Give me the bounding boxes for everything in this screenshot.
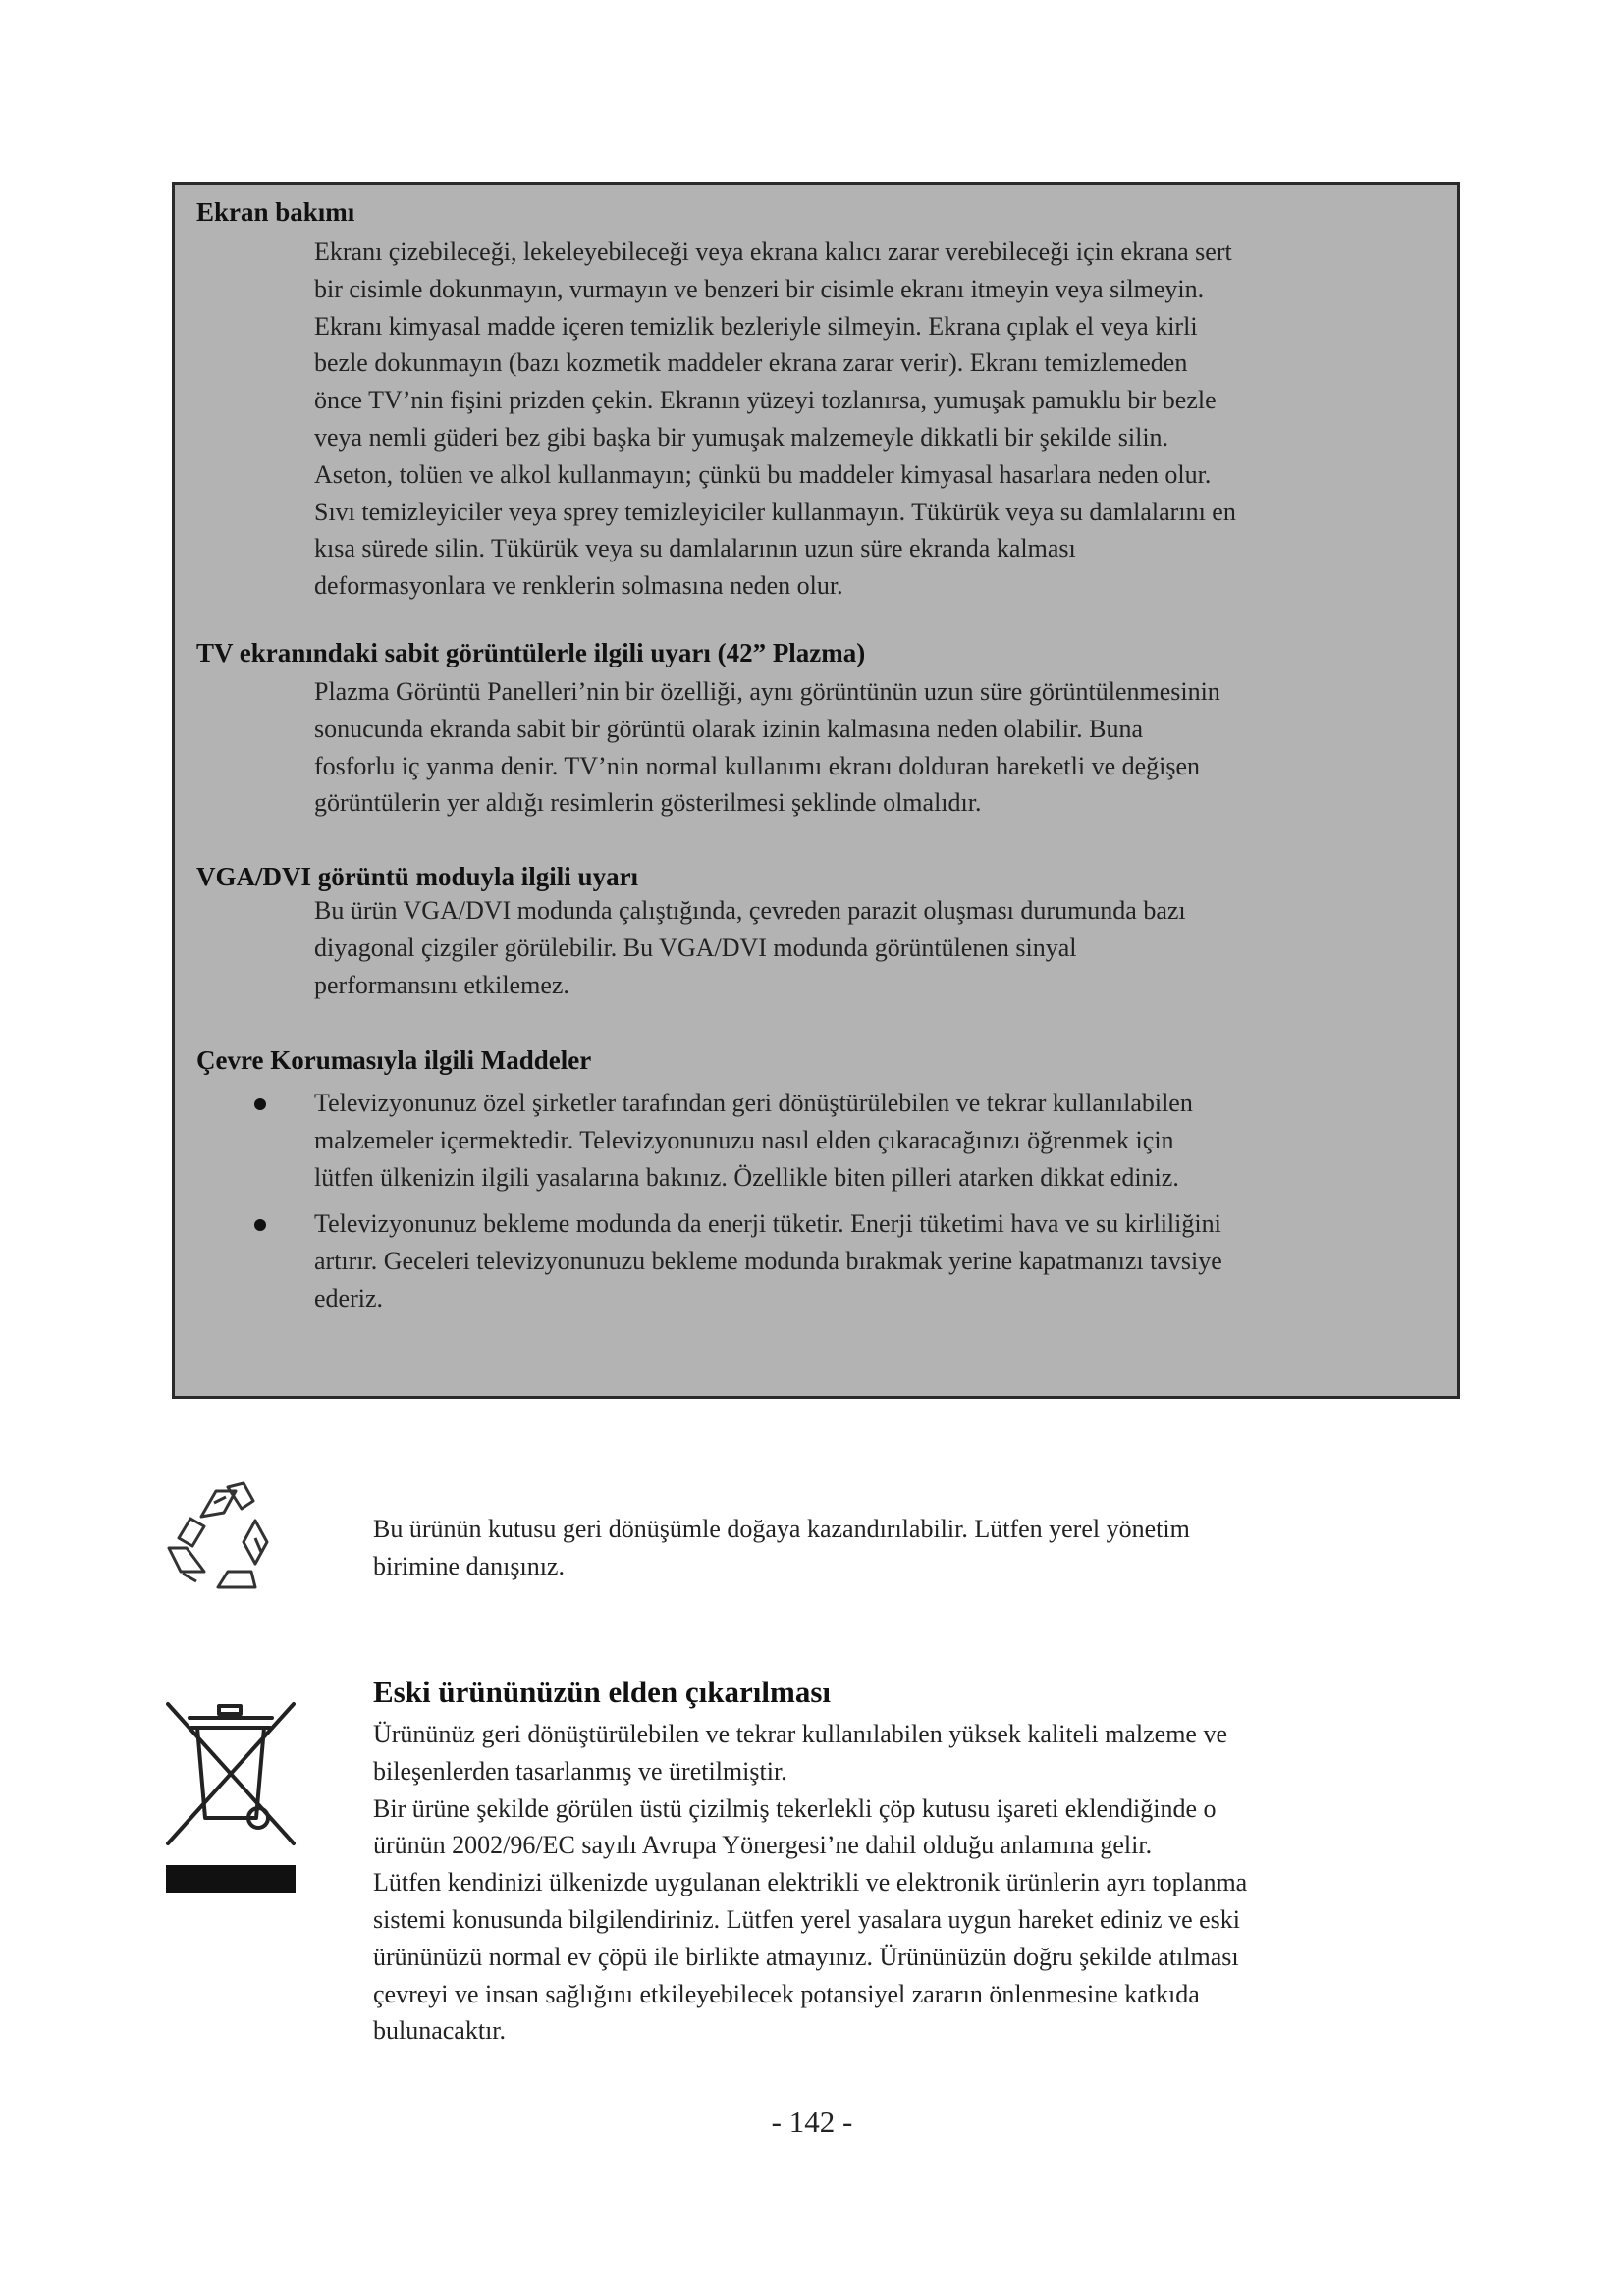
text-line: malzemeler içermektedir. Televizyonunuzu nasıl elden çıkaracağınızı öğrenmek için xyxy=(314,1125,1174,1154)
bullet-item xyxy=(314,1085,1193,1196)
text-line: Ekranı kimyasal madde içeren temizlik bezleriyle silmeyin. Ekrana çıplak el veya kirli xyxy=(314,311,1198,341)
text-line: artırır. Geceleri televizyonunuzu bekleme modunda bırakmak yerine kapatmanızı tavsiye xyxy=(314,1246,1222,1275)
text-line: fosforlu iç yanma denir. TV’nin normal kullanımı ekranı dolduran hareketli ve değişen xyxy=(314,751,1201,780)
bullet-dot xyxy=(254,1098,266,1110)
section-heading-static-images: TV ekranındaki sabit görüntülerle ilgili uyarı (42” Plazma) xyxy=(196,638,866,667)
bullet-dot xyxy=(254,1219,266,1231)
section-body-vga-dvi xyxy=(314,892,1186,1003)
text-line: ürünün 2002/96/EC sayılı Avrupa Yönergesi’ne dahil olduğu anlamına gelir. xyxy=(373,1831,1153,1860)
disposal-heading: Eski ürününüzün elden çıkarılması xyxy=(373,1675,831,1709)
text-line: kısa sürede silin. Tükürük veya su damlalarının uzun süre ekranda kalması xyxy=(314,534,1076,563)
text-line: bezle dokunmayın (bazı kozmetik maddeler ekrana zarar verir). Ekranı temizlemeden xyxy=(314,348,1188,378)
section-heading-screen-care: Ekran bakımı xyxy=(196,197,355,227)
text-line: Ekranı çizebileceği, lekeleyebileceği veya ekrana kalıcı zarar verebileceği için ekrana sert xyxy=(314,238,1232,266)
text-line: Televizyonunuz bekleme modunda da enerji tüketir. Enerji tüketimi hava ve su kirliliğini xyxy=(314,1209,1221,1238)
section-body-screen-care xyxy=(314,234,1236,605)
text-line: Plazma Görüntü Panelleri’nin bir özelliği, aynı görüntünün uzun süre görüntülenmesinin xyxy=(314,677,1220,706)
text-line: veya nemli güderi bez gibi başka bir yumuşak malzemeyle dikkatli bir şekilde silin. xyxy=(314,422,1169,452)
text-line: bulunacaktır. xyxy=(373,2016,507,2046)
text-line: ederiz. xyxy=(314,1283,384,1312)
text-line: Lütfen kendinizi ülkenizde uygulanan elektrikli ve elektronik ürünlerin ayrı toplanma xyxy=(373,1868,1248,1897)
text-line: diyagonal çizgiler görülebilir. Bu VGA/DVI modunda görüntülenen sinyal xyxy=(314,933,1077,962)
text-line: lütfen ülkenizin ilgili yasalarına bakınız. Özellikle biten pilleri atarken dikkat ediniz. xyxy=(314,1162,1179,1192)
text-line: önce TV’nin fişini prizden çekin. Ekranın yüzeyi tozlanırsa, yumuşak pamuklu bir bezle xyxy=(314,386,1217,415)
text-line: görüntülerin yer aldığı resimlerin gösterilmesi şeklinde olmalıdır. xyxy=(314,788,982,818)
section-heading-environment: Çevre Korumasıyla ilgili Maddeler xyxy=(196,1045,592,1075)
crossed-bin-icon xyxy=(162,1696,299,1902)
text-line: Televizyonunuz özel şirketler tarafından geri dönüştürülebilen ve tekrar kullanılabilen xyxy=(314,1089,1193,1117)
section-body-static-images xyxy=(314,673,1220,822)
text-line: deformasyonlara ve renklerin solmasına neden olur. xyxy=(314,571,843,601)
text-line: ürününüzü normal ev çöpü ile birlikte atmayınız. Ürününüzün doğru şekilde atılması xyxy=(373,1942,1239,1971)
section-heading-vga-dvi: VGA/DVI görüntü moduyla ilgili uyarı xyxy=(196,862,639,891)
text-line: Bu ürün VGA/DVI modunda çalıştığında, çevreden parazit oluşması durumunda bazı xyxy=(314,896,1186,925)
text-line: Bu ürünün kutusu geri dönüşümle doğaya kazandırılabilir. Lütfen yerel yönetim xyxy=(373,1515,1190,1543)
recycle-note xyxy=(373,1511,1190,1585)
text-line: Bir ürüne şekilde görülen üstü çizilmiş tekerlekli çöp kutusu işareti eklendiğinde o xyxy=(373,1793,1217,1823)
text-line: Sıvı temizleyiciler veya sprey temizleyiciler kullanmayın. Tükürük veya su damlalarını en xyxy=(314,497,1236,526)
text-line: çevreyi ve insan sağlığını etkileyebilecek potansiyel zararın önlenmesine katkıda xyxy=(373,1979,1200,2008)
text-line: Ürününüz geri dönüştürülebilen ve tekrar kullanılabilen yüksek kaliteli malzeme ve xyxy=(373,1720,1227,1748)
text-line: bir cisimle dokunmayın, vurmayın ve benzeri bir cisimle ekranı itmeyin veya silmeyin. xyxy=(314,274,1205,303)
text-line: Aseton, tolüen ve alkol kullanmayın; çünkü bu maddeler kimyasal hasarlara neden olur. xyxy=(314,459,1212,489)
text-line: sistemi konusunda bilgilendiriniz. Lütfen yerel yasalara uygun hareket ediniz ve eski xyxy=(373,1904,1241,1934)
text-line: performansını etkilemez. xyxy=(314,970,569,999)
recycle-icon xyxy=(157,1477,285,1605)
text-line: sonucunda ekranda sabit bir görüntü olarak izinin kalmasına neden olabilir. Buna xyxy=(314,714,1144,743)
page-number: - 142 - xyxy=(771,2105,853,2139)
text-line: birimine danışınız. xyxy=(373,1551,565,1580)
bullet-item xyxy=(314,1205,1222,1316)
disposal-body xyxy=(373,1716,1247,2050)
text-line: bileşenlerden tasarlanmış ve üretilmiştir. xyxy=(373,1756,787,1786)
